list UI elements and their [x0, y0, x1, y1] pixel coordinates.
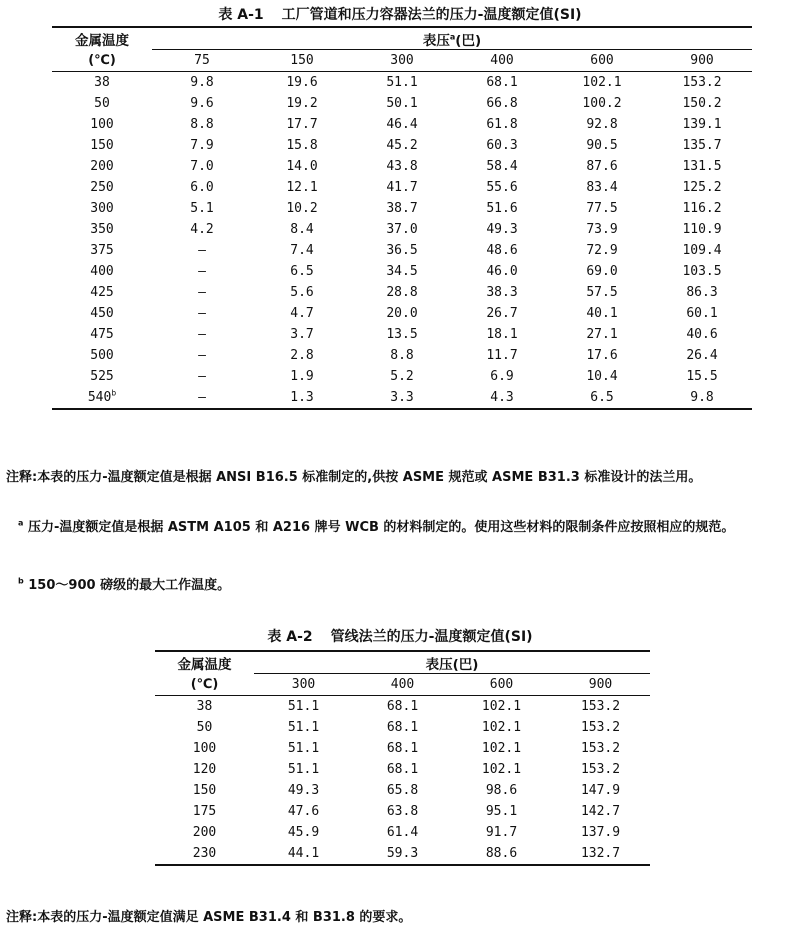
- rating-cell: 19.2: [286, 96, 318, 111]
- rating-cell: 15.5: [686, 369, 718, 384]
- temperature-cell: [52, 366, 152, 387]
- rating-cell: 150.2: [682, 96, 722, 111]
- temperature-value: 150: [192, 783, 217, 798]
- rating-cell: 51.1: [287, 699, 320, 714]
- temp-header-line1: 金属温度: [177, 656, 232, 673]
- table-row: [52, 156, 752, 177]
- table-a1-footnote-b: [18, 574, 800, 598]
- column-header: 300: [291, 677, 316, 692]
- rating-cell: 8.8: [390, 348, 414, 363]
- rating-cell: 5.2: [390, 369, 414, 384]
- pressure-header-mark: a: [449, 32, 456, 41]
- rating-cell: 95.1: [485, 804, 518, 819]
- rating-cell: 61.8: [486, 117, 518, 132]
- table-row: [155, 738, 650, 759]
- rating-cell: 51.1: [287, 720, 320, 735]
- temperature-cell: [52, 177, 152, 198]
- rating-cell: 103.5: [682, 264, 722, 279]
- rating-cell: —: [198, 243, 206, 258]
- rating-cell: 1.9: [290, 369, 314, 384]
- rating-cell: 72.9: [586, 243, 618, 258]
- rating-cell: 65.8: [386, 783, 419, 798]
- rating-cell: 51.6: [486, 201, 518, 216]
- temperature-cell: [52, 72, 152, 94]
- temperature-cell: [52, 387, 152, 409]
- rating-cell: 7.4: [290, 243, 314, 258]
- rating-cell: 88.6: [485, 846, 518, 861]
- temperature-cell: [52, 135, 152, 156]
- rating-cell: 18.1: [486, 327, 518, 342]
- table-a2-note: 注释:本表的压力-温度额定值满足 ASME B31.4 和 B31.8 的要求。: [6, 910, 412, 925]
- rating-cell: 38.3: [486, 285, 518, 300]
- temperature-value: 375: [90, 243, 114, 258]
- rating-cell: 49.3: [287, 783, 320, 798]
- rating-cell: 51.1: [287, 741, 320, 756]
- rating-cell: 102.1: [481, 720, 522, 735]
- pressure-header: 表压(巴): [254, 651, 650, 674]
- rating-cell: 7.0: [190, 159, 214, 174]
- rating-cell: 73.9: [586, 222, 618, 237]
- rating-cell: 3.7: [290, 327, 314, 342]
- rating-cell: —: [198, 369, 206, 384]
- rating-cell: 68.1: [386, 699, 419, 714]
- table-row: [155, 822, 650, 843]
- rating-cell: —: [198, 264, 206, 279]
- rating-cell: —: [198, 285, 206, 300]
- rating-cell: 27.1: [586, 327, 618, 342]
- rating-cell: 10.2: [286, 201, 318, 216]
- rating-cell: 153.2: [580, 762, 621, 777]
- table-row: [155, 717, 650, 738]
- table-row: [52, 366, 752, 387]
- column-header: 600: [590, 53, 614, 68]
- temperature-value: 38: [196, 699, 213, 714]
- rating-cell: 17.6: [586, 348, 618, 363]
- table-row: [155, 696, 650, 718]
- temperature-value: 100: [192, 741, 217, 756]
- rating-cell: 153.2: [682, 75, 722, 90]
- temperature-value: 50: [196, 720, 213, 735]
- rating-cell: 63.8: [386, 804, 419, 819]
- temperature-cell: [52, 93, 152, 114]
- rating-cell: 5.1: [190, 201, 214, 216]
- rating-cell: 77.5: [586, 201, 618, 216]
- table-row: [52, 240, 752, 261]
- rating-cell: 132.7: [580, 846, 621, 861]
- rating-cell: 5.6: [290, 285, 314, 300]
- table-a1-number: 表 A-1: [218, 7, 264, 23]
- rating-cell: 153.2: [580, 720, 621, 735]
- temperature-cell: [155, 717, 254, 738]
- rating-cell: 40.1: [586, 306, 618, 321]
- temperature-cell: [155, 801, 254, 822]
- rating-cell: 92.8: [586, 117, 618, 132]
- table-a2-caption: [0, 626, 800, 646]
- temperature-cell: [155, 759, 254, 780]
- table-row: [52, 219, 752, 240]
- rating-cell: 17.7: [286, 117, 318, 132]
- temperature-value: 540: [87, 390, 112, 405]
- temperature-value: 38: [94, 75, 110, 90]
- temperature-cell: [52, 219, 152, 240]
- rating-cell: 41.7: [386, 180, 418, 195]
- rating-cell: 49.3: [486, 222, 518, 237]
- rating-cell: 51.1: [386, 75, 418, 90]
- table-a2: [155, 650, 650, 866]
- rating-cell: 4.7: [290, 306, 314, 321]
- rating-cell: 6.9: [490, 369, 514, 384]
- rating-cell: 59.3: [386, 846, 419, 861]
- rating-cell: 19.6: [286, 75, 318, 90]
- temperature-cell: [52, 240, 152, 261]
- rating-cell: 135.7: [682, 138, 722, 153]
- temperature-cell: [52, 114, 152, 135]
- rating-cell: 66.8: [486, 96, 518, 111]
- rating-cell: 4.2: [190, 222, 214, 237]
- rating-cell: 83.4: [586, 180, 618, 195]
- rating-cell: 91.7: [485, 825, 518, 840]
- temperature-cell: [52, 261, 152, 282]
- rating-cell: 15.8: [286, 138, 318, 153]
- rating-cell: 6.5: [290, 264, 314, 279]
- temperature-cell: [155, 822, 254, 843]
- column-header: 600: [489, 677, 514, 692]
- rating-cell: 38.7: [386, 201, 418, 216]
- rating-cell: 46.4: [386, 117, 418, 132]
- temperature-value: 200: [90, 159, 114, 174]
- table-row: [155, 759, 650, 780]
- temperature-cell: [155, 843, 254, 865]
- temperature-cell: [52, 324, 152, 345]
- table-a2-title: 管线法兰的压力-温度额定值(SI): [330, 629, 533, 645]
- rating-cell: 13.5: [386, 327, 418, 342]
- table-row: [155, 801, 650, 822]
- rating-cell: 102.1: [481, 699, 522, 714]
- rating-cell: 6.5: [590, 390, 614, 405]
- rating-cell: 51.1: [287, 762, 320, 777]
- rating-cell: 45.2: [386, 138, 418, 153]
- table-a1: [52, 26, 752, 410]
- rating-cell: 57.5: [586, 285, 618, 300]
- temperature-value: 120: [192, 762, 217, 777]
- rating-cell: 87.6: [586, 159, 618, 174]
- table-row: [155, 843, 650, 865]
- rating-cell: 58.4: [486, 159, 518, 174]
- rating-cell: 37.0: [386, 222, 418, 237]
- temperature-cell: [52, 156, 152, 177]
- footnote-mark: b: [111, 388, 117, 398]
- rating-cell: 36.5: [386, 243, 418, 258]
- rating-cell: 102.1: [481, 741, 522, 756]
- rating-cell: 137.9: [580, 825, 621, 840]
- temperature-value: 175: [192, 804, 217, 819]
- rating-cell: 147.9: [580, 783, 621, 798]
- temperature-value: 250: [90, 180, 114, 195]
- rating-cell: 102.1: [582, 75, 622, 90]
- rating-cell: 26.7: [486, 306, 518, 321]
- rating-cell: 11.7: [486, 348, 518, 363]
- rating-cell: 100.2: [582, 96, 622, 111]
- column-header: 150: [290, 53, 314, 68]
- rating-cell: 109.4: [682, 243, 722, 258]
- rating-cell: 9.6: [190, 96, 214, 111]
- rating-cell: 48.6: [486, 243, 518, 258]
- rating-cell: 6.0: [190, 180, 214, 195]
- temperature-value: 230: [192, 846, 217, 861]
- rating-cell: 90.5: [586, 138, 618, 153]
- rating-cell: 8.4: [290, 222, 314, 237]
- pressure-header: [152, 27, 752, 50]
- rating-cell: 28.8: [386, 285, 418, 300]
- rating-cell: 153.2: [580, 699, 621, 714]
- column-header: 400: [390, 677, 415, 692]
- footnote-a-text: 压力-温度额定值是根据 ASTM A105 和 A216 牌号 WCB 的材料制定的。使用这些材料的限制条件应按照相应的规范。: [27, 520, 735, 535]
- temperature-value: 300: [90, 201, 114, 216]
- rating-cell: 142.7: [580, 804, 621, 819]
- column-header: 400: [490, 53, 514, 68]
- temperature-value: 425: [90, 285, 114, 300]
- rating-cell: 61.4: [386, 825, 419, 840]
- rating-cell: 68.1: [386, 762, 419, 777]
- table-a1-note: 注释:本表的压力-温度额定值是根据 ANSI B16.5 标准制定的,供按 ASME 规范或 ASME B31.3 标准设计的法兰用。: [6, 470, 702, 485]
- rating-cell: 7.9: [190, 138, 214, 153]
- temperature-value: 525: [90, 369, 114, 384]
- rating-cell: 1.3: [290, 390, 314, 405]
- table-row: [52, 198, 752, 219]
- temperature-value: 500: [90, 348, 114, 363]
- temperature-cell: [52, 345, 152, 366]
- rating-cell: 86.3: [686, 285, 718, 300]
- temperature-value: 475: [90, 327, 114, 342]
- table-row: [52, 387, 752, 409]
- rating-cell: 153.2: [580, 741, 621, 756]
- rating-cell: 60.1: [686, 306, 718, 321]
- rating-cell: 9.8: [690, 390, 714, 405]
- table-row: [52, 324, 752, 345]
- rating-cell: 34.5: [386, 264, 418, 279]
- table-row: [52, 282, 752, 303]
- rating-cell: 98.6: [485, 783, 518, 798]
- rating-cell: 20.0: [386, 306, 418, 321]
- pressure-header-unit: (巴): [455, 32, 482, 49]
- temperature-value: 450: [90, 306, 114, 321]
- rating-cell: 44.1: [287, 846, 320, 861]
- temperature-value: 50: [94, 96, 110, 111]
- rating-cell: 40.6: [686, 327, 718, 342]
- table-row: [52, 345, 752, 366]
- rating-cell: —: [198, 390, 206, 405]
- table-a1-title: 工厂管道和压力容器法兰的压力-温度额定值(SI): [281, 7, 582, 23]
- temperature-cell: [52, 198, 152, 219]
- temperature-value: 400: [90, 264, 114, 279]
- pressure-header-label: 表压: [422, 32, 450, 49]
- table-row: [52, 303, 752, 324]
- column-header: 900: [690, 53, 714, 68]
- table-row: [52, 135, 752, 156]
- temperature-value: 350: [90, 222, 114, 237]
- table-a2-number: 表 A-2: [267, 629, 313, 645]
- temperature-cell: [52, 303, 152, 324]
- rating-cell: —: [198, 306, 206, 321]
- rating-cell: 50.1: [386, 96, 418, 111]
- rating-cell: 8.8: [190, 117, 214, 132]
- table-row: [155, 780, 650, 801]
- table-row: [52, 177, 752, 198]
- temperature-value: 150: [90, 138, 114, 153]
- rating-cell: —: [198, 327, 206, 342]
- rating-cell: 26.4: [686, 348, 718, 363]
- rating-cell: 60.3: [486, 138, 518, 153]
- rating-cell: 45.9: [287, 825, 320, 840]
- footnote-b-mark: b: [18, 576, 24, 586]
- temperature-value: 100: [90, 117, 114, 132]
- rating-cell: 55.6: [486, 180, 518, 195]
- temperature-cell: [155, 780, 254, 801]
- rating-cell: 12.1: [286, 180, 318, 195]
- footnote-b-text: 150～900 磅级的最大工作温度。: [28, 578, 231, 593]
- rating-cell: 139.1: [682, 117, 722, 132]
- rating-cell: 68.1: [386, 741, 419, 756]
- rating-cell: 2.8: [290, 348, 314, 363]
- rating-cell: 43.8: [386, 159, 418, 174]
- temp-header-line1: 金属温度: [75, 32, 129, 49]
- table-row: [52, 93, 752, 114]
- temp-header-line2: (℃): [190, 676, 219, 692]
- temperature-value: 200: [192, 825, 217, 840]
- table-row: [52, 261, 752, 282]
- rating-cell: 125.2: [682, 180, 722, 195]
- rating-cell: 68.1: [386, 720, 419, 735]
- rating-cell: 14.0: [286, 159, 318, 174]
- rating-cell: 10.4: [586, 369, 618, 384]
- temperature-cell: [155, 738, 254, 759]
- rating-cell: 4.3: [490, 390, 514, 405]
- rating-cell: 68.1: [486, 75, 518, 90]
- rating-cell: 46.0: [486, 264, 518, 279]
- table-row: [52, 114, 752, 135]
- rating-cell: 110.9: [682, 222, 722, 237]
- rating-cell: 131.5: [682, 159, 722, 174]
- footnote-a-mark: a: [18, 518, 24, 528]
- table-row: [52, 72, 752, 94]
- rating-cell: 116.2: [682, 201, 722, 216]
- temp-header-line2: (℃): [88, 52, 116, 68]
- table-a1-caption: [0, 4, 800, 24]
- column-header: 900: [588, 677, 613, 692]
- rating-cell: 9.8: [190, 75, 214, 90]
- rating-cell: 3.3: [390, 390, 414, 405]
- rating-cell: 47.6: [287, 804, 320, 819]
- temperature-cell: [155, 696, 254, 718]
- rating-cell: 69.0: [586, 264, 618, 279]
- rating-cell: —: [198, 348, 206, 363]
- table-a1-footnote-a: [18, 516, 796, 540]
- column-header: 300: [390, 53, 414, 68]
- rating-cell: 102.1: [481, 762, 522, 777]
- column-header: 75: [194, 53, 210, 68]
- temperature-cell: [52, 282, 152, 303]
